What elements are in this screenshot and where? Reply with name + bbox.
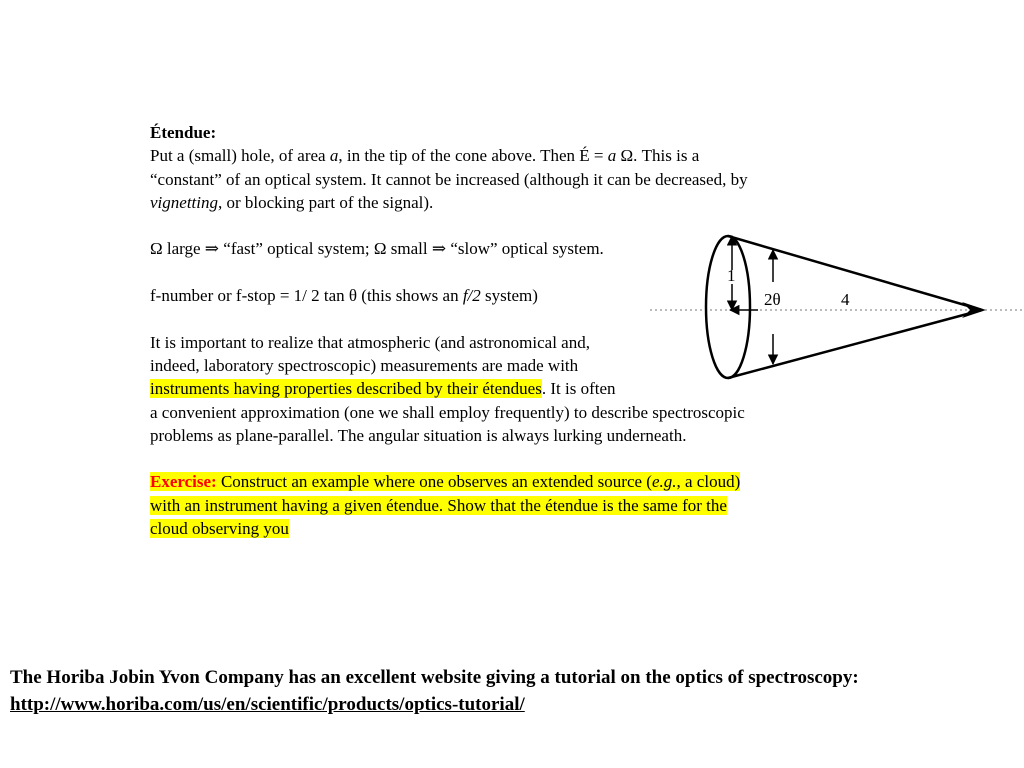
exercise-eg: e.g. <box>651 472 677 492</box>
cone-bottom-edge <box>728 310 982 378</box>
exercise-line-2-text: with an instrument having a given étendue. Show that the étendue is the same for the <box>150 495 727 515</box>
height-label: 1 <box>727 266 736 285</box>
footer-note <box>10 664 1010 718</box>
paragraph-2-line-2: indeed, laboratory spectroscopic) measurements are made with <box>150 355 579 375</box>
exercise-line-3-text: cloud observing you <box>150 519 289 539</box>
vignetting-word: vignetting <box>150 192 218 212</box>
exercise-line-2 <box>150 494 870 517</box>
paragraph-1-line-2: “constant” of an optical system. It cannot be increased (although it can be decreased, by <box>150 169 748 189</box>
para1-text-b: , in the tip of the cone above. Then É = <box>338 146 608 166</box>
highlighted-text: instruments having properties described by their étendues <box>150 379 542 399</box>
cone-diagram <box>640 222 1024 392</box>
fnumber-text-a: f-number or f-stop = 1/ 2 tan θ (this shows an <box>150 286 463 306</box>
exercise-line-1 <box>150 470 870 493</box>
para2-line3-rest: . It is often <box>541 379 616 399</box>
exercise-text-a: Construct an example where one observes an extended source ( <box>216 472 652 492</box>
length-label: 4 <box>841 290 850 309</box>
horiba-tutorial-link[interactable]: http://www.horiba.com/us/en/scientific/products/optics-tutorial/ <box>10 694 525 715</box>
para1-line3-rest: , or blocking part of the signal). <box>217 192 434 212</box>
fnumber-f2: f/2 <box>462 286 481 306</box>
spacer <box>150 447 870 470</box>
para1-var-b: a <box>607 146 617 166</box>
omega-line: Ω large ⇒ “fast” optical system; Ω small ⇒ “slow” optical system. <box>150 239 604 259</box>
footer-text: The Horiba Jobin Yvon Company has an excellent website giving a tutorial on the optics of spectroscopy: <box>10 667 859 688</box>
paragraph-1 <box>150 144 870 167</box>
paragraph-2-line-4: a convenient approximation (one we shall employ frequently) to describe spectroscopic <box>150 402 745 422</box>
para1-text-c: Ω. This is a <box>616 146 700 166</box>
para1-text-a: Put a (small) hole, of area <box>150 146 330 166</box>
paragraph-2-line-1: It is important to realize that atmospheric (and astronomical and, <box>150 332 590 352</box>
exercise-text-b: , a cloud) <box>676 472 741 492</box>
section-title: Étendue: <box>150 123 217 142</box>
paragraph-2-line-5: problems as plane-parallel. The angular situation is always lurking underneath. <box>150 425 687 445</box>
angle-label: 2θ <box>764 290 781 309</box>
paragraph-1-line-3 <box>150 191 870 214</box>
exercise-label: Exercise: <box>150 472 217 492</box>
para1-var-a: a <box>329 146 339 166</box>
cone-aperture-ellipse <box>706 236 750 378</box>
exercise-line-3 <box>150 517 870 540</box>
fnumber-text-b: system) <box>480 286 538 306</box>
